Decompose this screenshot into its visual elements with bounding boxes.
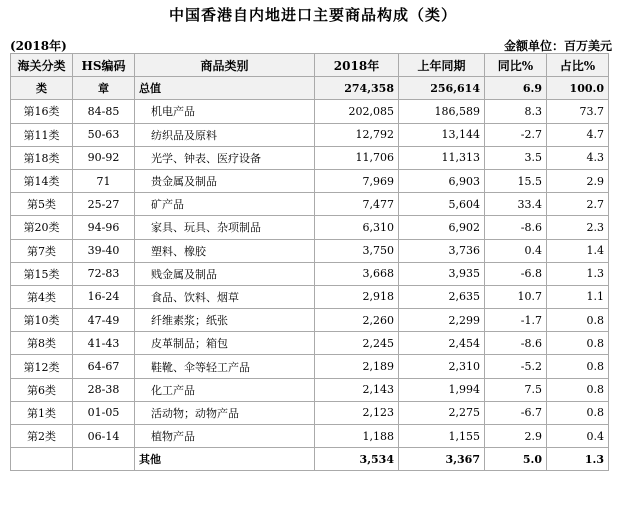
cell-yoy: 7.5 <box>485 378 547 401</box>
cell-category: 机电产品 <box>135 100 315 123</box>
cell-customs-class: 第2类 <box>11 425 73 448</box>
cell-share: 0.8 <box>547 309 609 332</box>
cell-yoy: -1.7 <box>485 309 547 332</box>
cell-yoy: 15.5 <box>485 169 547 192</box>
cell-2018: 1,188 <box>315 425 399 448</box>
cell-category: 植物产品 <box>135 425 315 448</box>
cell-category: 纤维素浆；纸张 <box>135 309 315 332</box>
cell-customs-class: 第14类 <box>11 169 73 192</box>
cell-customs-class: 第15类 <box>11 262 73 285</box>
cell-hs-code: 28-38 <box>73 378 135 401</box>
table-row <box>11 169 609 192</box>
cell-share: 0.8 <box>547 355 609 378</box>
cell-prev-year: 13,144 <box>399 123 485 146</box>
cell-hs-code: 72-83 <box>73 262 135 285</box>
cell-hs-code: 47-49 <box>73 309 135 332</box>
header-category: 商品类别 <box>135 54 315 77</box>
cell-2018: 11,706 <box>315 146 399 169</box>
cell-category: 鞋靴、伞等轻工产品 <box>135 355 315 378</box>
table-row <box>11 401 609 424</box>
header-2018: 2018年 <box>315 54 399 77</box>
cell-yoy: -5.2 <box>485 355 547 378</box>
cell-share: 0.8 <box>547 378 609 401</box>
table-row <box>11 146 609 169</box>
commodity-table <box>10 53 609 471</box>
cell-category: 塑料、橡胶 <box>135 239 315 262</box>
cell-hs-code: 50-63 <box>73 123 135 146</box>
cell-category: 家具、玩具、杂项制品 <box>135 216 315 239</box>
other-hs-code <box>73 448 135 471</box>
cell-hs-code: 41-43 <box>73 332 135 355</box>
cell-yoy: 8.3 <box>485 100 547 123</box>
table-row <box>11 425 609 448</box>
cell-yoy: -8.6 <box>485 332 547 355</box>
cell-2018: 2,123 <box>315 401 399 424</box>
cell-customs-class: 第11类 <box>11 123 73 146</box>
header-hs-code: HS编码 <box>73 54 135 77</box>
cell-customs-class: 第10类 <box>11 309 73 332</box>
cell-2018: 2,260 <box>315 309 399 332</box>
cell-customs-class: 第18类 <box>11 146 73 169</box>
cell-hs-code: 84-85 <box>73 100 135 123</box>
table-row <box>11 262 609 285</box>
table-row <box>11 355 609 378</box>
total-row <box>11 77 609 100</box>
header-prev-year: 上年同期 <box>399 54 485 77</box>
table-row <box>11 100 609 123</box>
cell-customs-class: 第1类 <box>11 401 73 424</box>
cell-category: 活动物；动物产品 <box>135 401 315 424</box>
other-yoy: 5.0 <box>485 448 547 471</box>
cell-prev-year: 2,635 <box>399 285 485 308</box>
cell-category: 食品、饮料、烟草 <box>135 285 315 308</box>
cell-yoy: 2.9 <box>485 425 547 448</box>
cell-hs-code: 90-92 <box>73 146 135 169</box>
table-row <box>11 216 609 239</box>
cell-customs-class: 第12类 <box>11 355 73 378</box>
cell-2018: 7,477 <box>315 193 399 216</box>
cell-hs-code: 64-67 <box>73 355 135 378</box>
header-customs-class: 海关分类 <box>11 54 73 77</box>
cell-yoy: 0.4 <box>485 239 547 262</box>
cell-prev-year: 3,736 <box>399 239 485 262</box>
other-2018: 3,534 <box>315 448 399 471</box>
cell-hs-code: 25-27 <box>73 193 135 216</box>
cell-share: 2.7 <box>547 193 609 216</box>
cell-prev-year: 11,313 <box>399 146 485 169</box>
header-yoy: 同比% <box>485 54 547 77</box>
unit-note: 金额单位：百万美元 <box>503 39 612 53</box>
table-row <box>11 309 609 332</box>
cell-2018: 12,792 <box>315 123 399 146</box>
cell-customs-class: 第5类 <box>11 193 73 216</box>
table-row <box>11 123 609 146</box>
cell-category: 贵金属及制品 <box>135 169 315 192</box>
other-prev-year: 3,367 <box>399 448 485 471</box>
cell-share: 73.7 <box>547 100 609 123</box>
cell-share: 4.7 <box>547 123 609 146</box>
cell-customs-class: 第8类 <box>11 332 73 355</box>
cell-2018: 202,085 <box>315 100 399 123</box>
page-title: 中国香港自内地进口主要商品构成（类） <box>168 6 457 24</box>
table-row <box>11 285 609 308</box>
cell-yoy: -8.6 <box>485 216 547 239</box>
cell-prev-year: 5,604 <box>399 193 485 216</box>
cell-prev-year: 3,935 <box>399 262 485 285</box>
cell-prev-year: 1,155 <box>399 425 485 448</box>
other-row <box>11 448 609 471</box>
cell-2018: 6,310 <box>315 216 399 239</box>
cell-prev-year: 1,994 <box>399 378 485 401</box>
header-row <box>11 54 609 77</box>
cell-prev-year: 186,589 <box>399 100 485 123</box>
cell-prev-year: 6,903 <box>399 169 485 192</box>
cell-share: 4.3 <box>547 146 609 169</box>
cell-prev-year: 2,454 <box>399 332 485 355</box>
cell-share: 0.8 <box>547 332 609 355</box>
cell-hs-code: 71 <box>73 169 135 192</box>
other-category: 其他 <box>135 448 315 471</box>
cell-2018: 2,918 <box>315 285 399 308</box>
cell-hs-code: 16-24 <box>73 285 135 308</box>
cell-yoy: -2.7 <box>485 123 547 146</box>
cell-category: 贱金属及制品 <box>135 262 315 285</box>
cell-category: 纺织品及原料 <box>135 123 315 146</box>
cell-share: 2.9 <box>547 169 609 192</box>
cell-2018: 3,750 <box>315 239 399 262</box>
total-prev-year: 256,614 <box>399 77 485 100</box>
total-category: 总值 <box>135 77 315 100</box>
cell-yoy: 10.7 <box>485 285 547 308</box>
cell-2018: 2,189 <box>315 355 399 378</box>
cell-share: 0.4 <box>547 425 609 448</box>
cell-category: 皮革制品；箱包 <box>135 332 315 355</box>
cell-yoy: 3.5 <box>485 146 547 169</box>
cell-category: 矿产品 <box>135 193 315 216</box>
cell-category: 光学、钟表、医疗设备 <box>135 146 315 169</box>
cell-share: 2.3 <box>547 216 609 239</box>
cell-yoy: 33.4 <box>485 193 547 216</box>
cell-share: 1.4 <box>547 239 609 262</box>
table-row <box>11 378 609 401</box>
cell-customs-class: 第6类 <box>11 378 73 401</box>
header-share: 占比% <box>547 54 609 77</box>
cell-category: 化工产品 <box>135 378 315 401</box>
cell-customs-class: 第16类 <box>11 100 73 123</box>
cell-customs-class: 第7类 <box>11 239 73 262</box>
cell-hs-code: 94-96 <box>73 216 135 239</box>
total-share: 100.0 <box>547 77 609 100</box>
cell-prev-year: 6,902 <box>399 216 485 239</box>
total-customs-class: 类 <box>11 77 73 100</box>
cell-2018: 2,143 <box>315 378 399 401</box>
cell-yoy: -6.7 <box>485 401 547 424</box>
cell-share: 1.1 <box>547 285 609 308</box>
total-2018: 274,358 <box>315 77 399 100</box>
table-row <box>11 239 609 262</box>
cell-share: 1.3 <box>547 262 609 285</box>
cell-customs-class: 第4类 <box>11 285 73 308</box>
cell-prev-year: 2,310 <box>399 355 485 378</box>
total-hs-code: 章 <box>73 77 135 100</box>
other-customs-class <box>11 448 73 471</box>
table-row <box>11 332 609 355</box>
cell-yoy: -6.8 <box>485 262 547 285</box>
cell-2018: 3,668 <box>315 262 399 285</box>
cell-prev-year: 2,299 <box>399 309 485 332</box>
total-yoy: 6.9 <box>485 77 547 100</box>
year-note: (2018年) <box>10 39 67 53</box>
cell-hs-code: 39-40 <box>73 239 135 262</box>
cell-hs-code: 06-14 <box>73 425 135 448</box>
cell-hs-code: 01-05 <box>73 401 135 424</box>
table-row <box>11 193 609 216</box>
cell-2018: 7,969 <box>315 169 399 192</box>
cell-share: 0.8 <box>547 401 609 424</box>
cell-2018: 2,245 <box>315 332 399 355</box>
cell-prev-year: 2,275 <box>399 401 485 424</box>
other-share: 1.3 <box>547 448 609 471</box>
cell-customs-class: 第20类 <box>11 216 73 239</box>
